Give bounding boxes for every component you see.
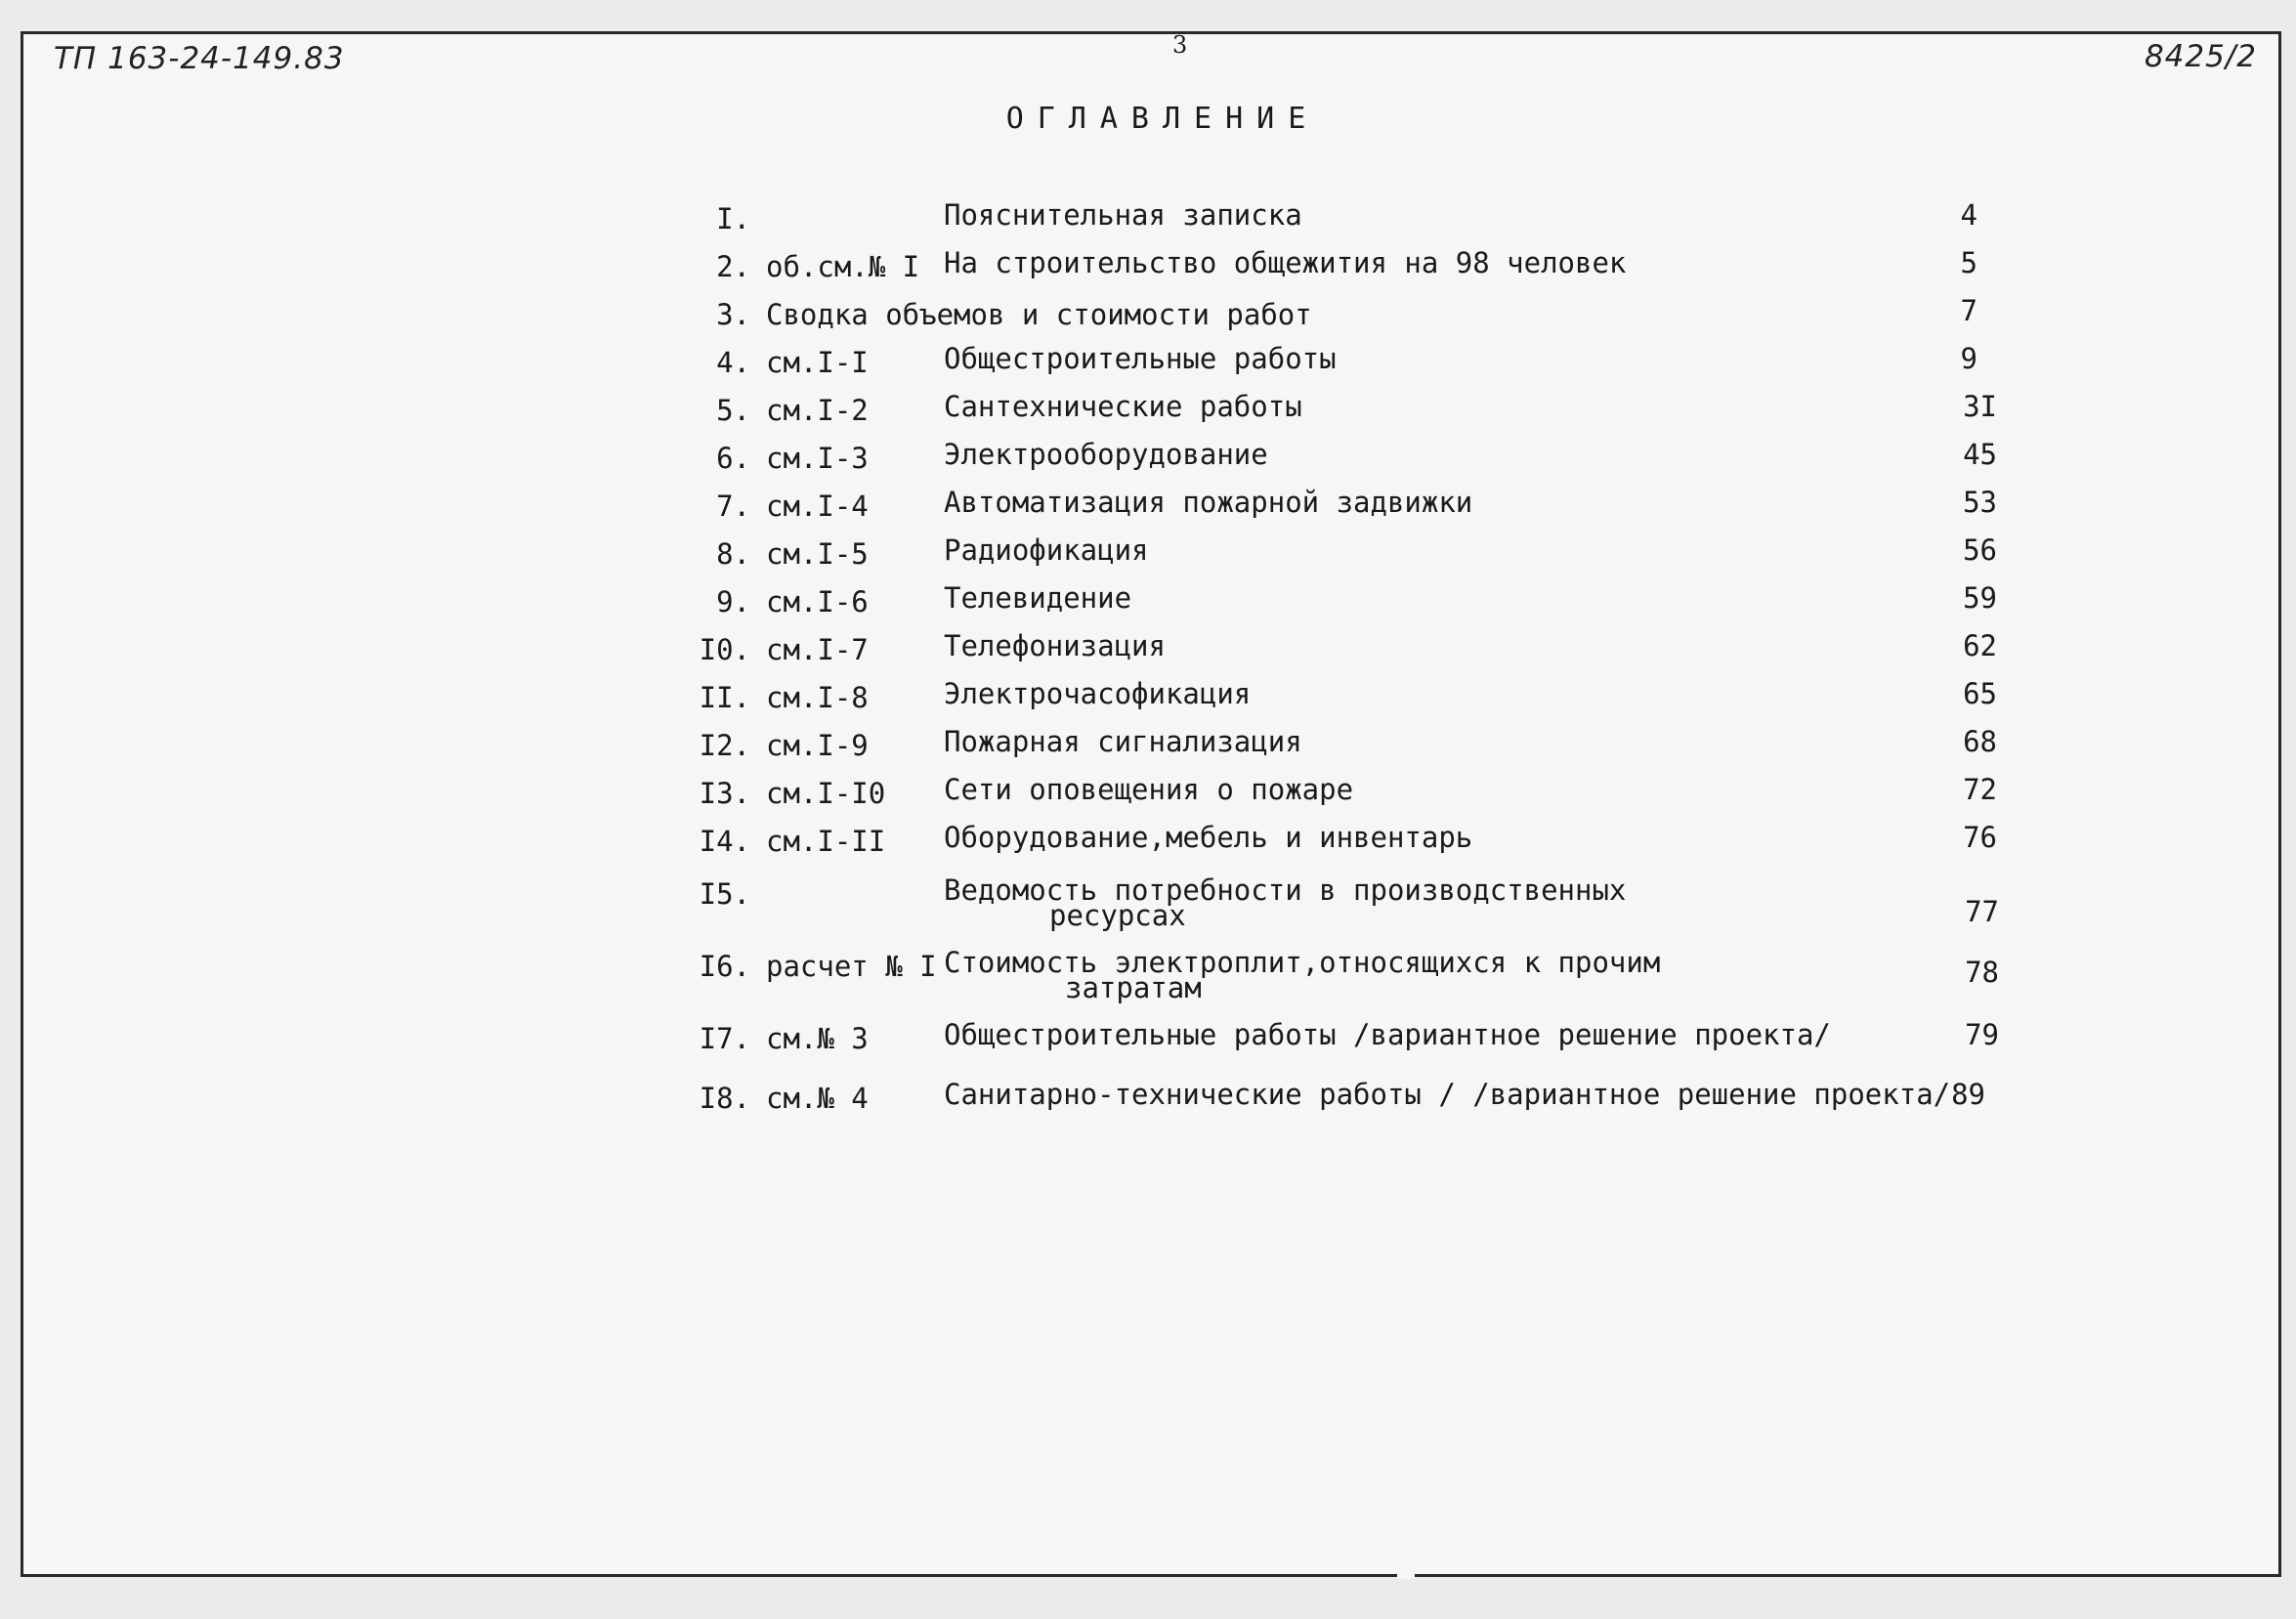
toc-label-continuation: ресурсах	[1049, 899, 1186, 932]
toc-code: см.I-9	[766, 729, 869, 762]
toc-number: I2.	[699, 729, 750, 762]
page-title: ОГЛАВЛЕНИЕ	[1005, 102, 1320, 136]
toc-label	[944, 873, 1627, 932]
toc-label-text: Телевидение	[944, 581, 1132, 615]
toc-label-text: Стоимость электроплит,относящихся к прочим	[944, 946, 1661, 979]
toc-page: 5	[1960, 246, 1977, 279]
toc-page: 4	[1960, 198, 1977, 232]
toc-label-text: Автоматизация пожарной задвижки	[944, 486, 1473, 519]
toc-page: 3I	[1963, 390, 1997, 423]
toc-label-text: Сантехнические работы	[944, 390, 1302, 423]
toc-page: 89	[1951, 1078, 1985, 1111]
toc-page: 72	[1963, 773, 1997, 806]
document-number: 8425/2	[2144, 39, 2257, 74]
toc-label	[944, 246, 1627, 279]
page-number: 3	[1172, 31, 1188, 59]
toc-label	[944, 629, 1166, 662]
toc-page: 65	[1963, 677, 1997, 710]
toc-label	[944, 486, 1473, 519]
toc-label	[944, 533, 1149, 567]
toc-number: I.	[716, 202, 750, 235]
toc-number: 2.	[716, 250, 750, 283]
toc-label	[944, 342, 1337, 375]
toc-number: I3.	[699, 777, 750, 810]
toc-label	[944, 198, 1302, 232]
toc-number: II.	[699, 681, 750, 714]
toc-label-text: Телефонизация	[944, 629, 1166, 662]
toc-page: 53	[1963, 486, 1997, 519]
toc-page: 7	[1960, 294, 1977, 327]
toc-code: см.I-I0	[766, 777, 886, 810]
toc-label	[944, 725, 1302, 758]
toc-number: I5.	[699, 877, 750, 911]
toc-label	[944, 581, 1132, 615]
toc-label-text: На строительство общежития на 98 человек	[944, 246, 1627, 279]
toc-page: 79	[1965, 1018, 1999, 1051]
toc-label	[944, 677, 1252, 710]
toc-number: I4.	[699, 825, 750, 858]
toc-code: расчет № I	[766, 950, 937, 983]
toc-number: 7.	[716, 490, 750, 523]
toc-page: 76	[1963, 821, 1997, 854]
toc-page: 68	[1963, 725, 1997, 758]
toc-label-text: Радиофикация	[944, 533, 1149, 567]
toc-code: см.I-2	[766, 394, 869, 427]
toc-code: см.№ 3	[766, 1022, 869, 1055]
toc-number: 8.	[716, 537, 750, 571]
toc-label	[944, 438, 1268, 471]
toc-page: 56	[1963, 533, 1997, 567]
toc-code: см.I-I	[766, 346, 869, 379]
toc-label	[944, 946, 1661, 1004]
toc-label-text: Пожарная сигнализация	[944, 725, 1302, 758]
toc-number: I7.	[699, 1022, 750, 1055]
toc-label	[944, 1018, 1831, 1051]
toc-label-text: Общестроительные работы	[944, 342, 1337, 375]
toc-label-text: Сети оповещения о пожаре	[944, 773, 1354, 806]
toc-code: см.№ 4	[766, 1082, 869, 1115]
toc-label-text: Пояснительная записка	[944, 198, 1302, 232]
toc-page: 45	[1963, 438, 1997, 471]
toc-label-continuation: затратам	[1065, 971, 1202, 1004]
toc-page: 62	[1963, 629, 1997, 662]
toc-page: 77	[1965, 895, 1999, 928]
toc-code: см.I-II	[766, 825, 886, 858]
frame-gap	[1397, 1571, 1415, 1579]
toc-number: 9.	[716, 585, 750, 618]
toc-page: 9	[1960, 342, 1977, 375]
toc-label	[944, 1078, 1951, 1111]
toc-code: см.I-7	[766, 633, 869, 666]
toc-label	[944, 390, 1302, 423]
toc-code: об.см.№ I	[766, 250, 920, 283]
toc-label-text: Оборудование,мебель и инвентарь	[944, 821, 1473, 854]
toc-label-text: Общестроительные работы /вариантное решение проекта/	[944, 1018, 1831, 1051]
document-code: ТП 163-24-149.83	[54, 41, 345, 76]
toc-page: 59	[1963, 581, 1997, 615]
toc-page: 78	[1965, 956, 1999, 989]
toc-code: см.I-8	[766, 681, 869, 714]
toc-code: см.I-4	[766, 490, 869, 523]
toc-label-text: Ведомость потребности в производственных	[944, 873, 1627, 907]
toc-number: I6.	[699, 950, 750, 983]
toc-number: 5.	[716, 394, 750, 427]
toc-label	[944, 773, 1354, 806]
toc-label-text: Электрочасофикация	[944, 677, 1252, 710]
toc-number: I8.	[699, 1082, 750, 1115]
toc-number: 3.	[716, 298, 750, 331]
toc-label	[944, 821, 1473, 854]
toc-code: Сводка объемов и стоимости работ	[766, 298, 1312, 331]
toc-number: 4.	[716, 346, 750, 379]
toc-number: 6.	[716, 442, 750, 475]
toc-code: см.I-3	[766, 442, 869, 475]
toc-code: см.I-5	[766, 537, 869, 571]
toc-code: см.I-6	[766, 585, 869, 618]
toc-label-text: Санитарно-технические работы / /вариантное решение проекта/	[944, 1078, 1951, 1111]
toc-number: I0.	[699, 633, 750, 666]
toc-label-text: Электрооборудование	[944, 438, 1268, 471]
